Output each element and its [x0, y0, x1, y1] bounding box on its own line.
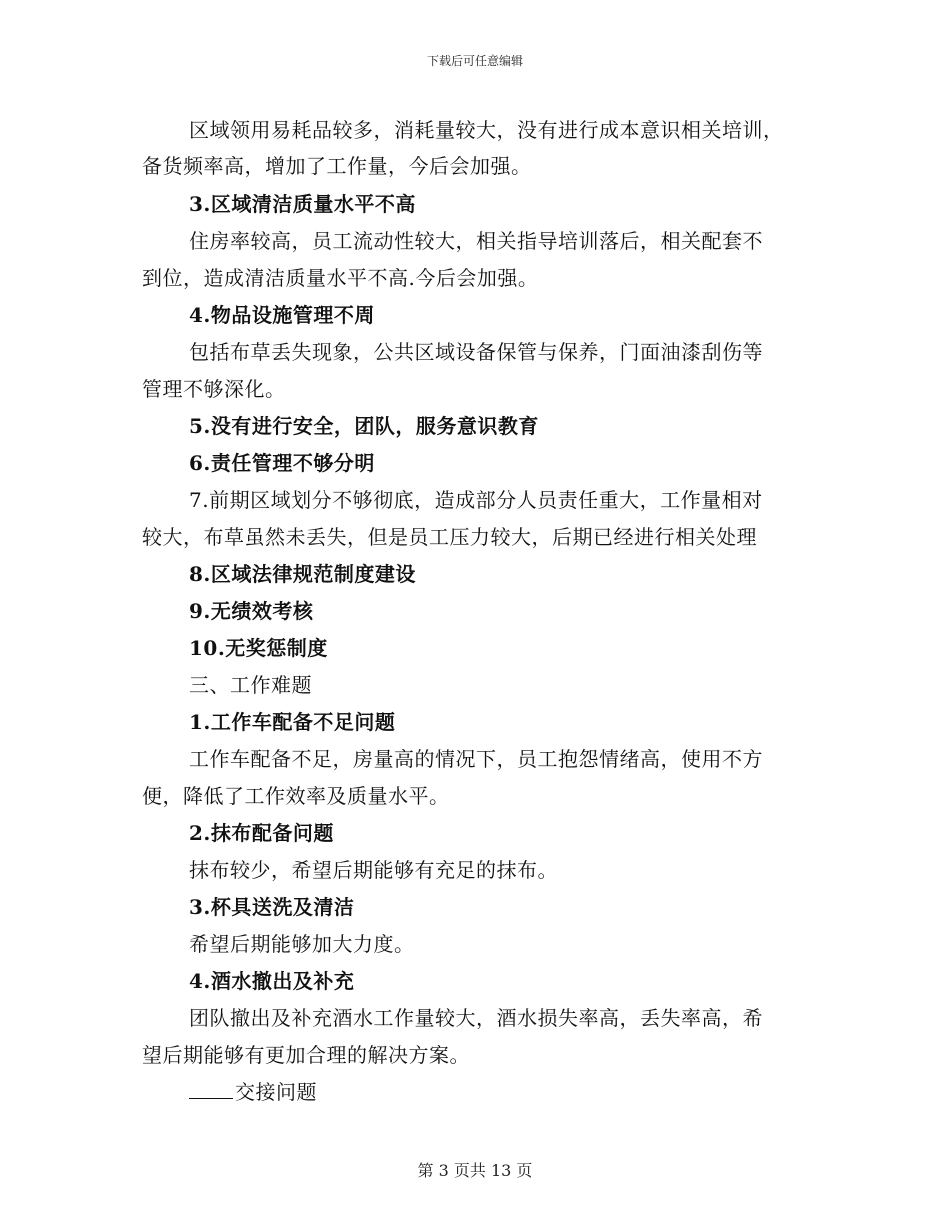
paragraph-line: 抹布较少，希望后期能够有充足的抹布。 — [189, 858, 558, 882]
section-title: 三、工作难题 — [189, 673, 312, 697]
section-heading: 4.物品设施管理不周 — [189, 303, 375, 327]
section-heading: 3.杯具送洗及清洁 — [189, 895, 355, 919]
paragraph-line: 希望后期能够加大力度。 — [189, 932, 415, 956]
paragraph-line: 7.前期区域划分不够彻底，造成部分人员责任重大，工作量相对 — [189, 488, 763, 512]
section-heading: 8.区域法律规范制度建设 — [189, 562, 416, 586]
section-heading: 1.工作车配备不足问题 — [189, 710, 396, 734]
section-heading: 5.没有进行安全，团队，服务意识教育 — [189, 414, 539, 438]
page-header: 下载后可任意编辑 — [426, 54, 523, 68]
paragraph-line: 包括布草丢失现象，公共区域设备保管与保养，门面油漆刮伤等 — [189, 340, 763, 364]
section-heading: 4.酒水撤出及补充 — [189, 969, 355, 993]
section-heading: 6.责任管理不够分明 — [189, 451, 375, 475]
blank-underline — [189, 1080, 233, 1099]
paragraph-line: 工作车配备不足，房量高的情况下，员工抱怨情绪高，使用不方 — [189, 747, 763, 771]
paragraph-line: 望后期能够有更加合理的解决方案。 — [142, 1043, 470, 1067]
section-heading: 3.区域清洁质量水平不高 — [189, 192, 416, 216]
page-footer: 第 3 页共 13 页 — [417, 1161, 533, 1180]
paragraph-line: 较大，布草虽然未丢失，但是员工压力较大，后期已经进行相关处理 — [142, 525, 757, 549]
paragraph-line — [189, 1076, 317, 1105]
section-heading: 9.无绩效考核 — [189, 599, 314, 623]
section-heading: 2.抹布配备问题 — [189, 821, 334, 845]
paragraph-line: 住房率较高，员工流动性较大，相关指导培训落后，相关配套不 — [189, 229, 763, 253]
paragraph-line: 区域领用易耗品较多，消耗量较大，没有进行成本意识相关培训， — [189, 118, 784, 142]
paragraph-line: 团队撤出及补充酒水工作量较大，酒水损失率高，丢失率高，希 — [189, 1006, 763, 1030]
handover-text: 交接问题 — [235, 1080, 317, 1104]
paragraph-line: 到位，造成清洁质量水平不高.今后会加强。 — [142, 266, 539, 290]
paragraph-line: 便，降低了工作效率及质量水平。 — [142, 784, 450, 808]
paragraph-line: 管理不够深化。 — [142, 377, 286, 401]
section-heading: 10.无奖惩制度 — [189, 636, 328, 660]
paragraph-line: 备货频率高，增加了工作量，今后会加强。 — [142, 154, 532, 178]
